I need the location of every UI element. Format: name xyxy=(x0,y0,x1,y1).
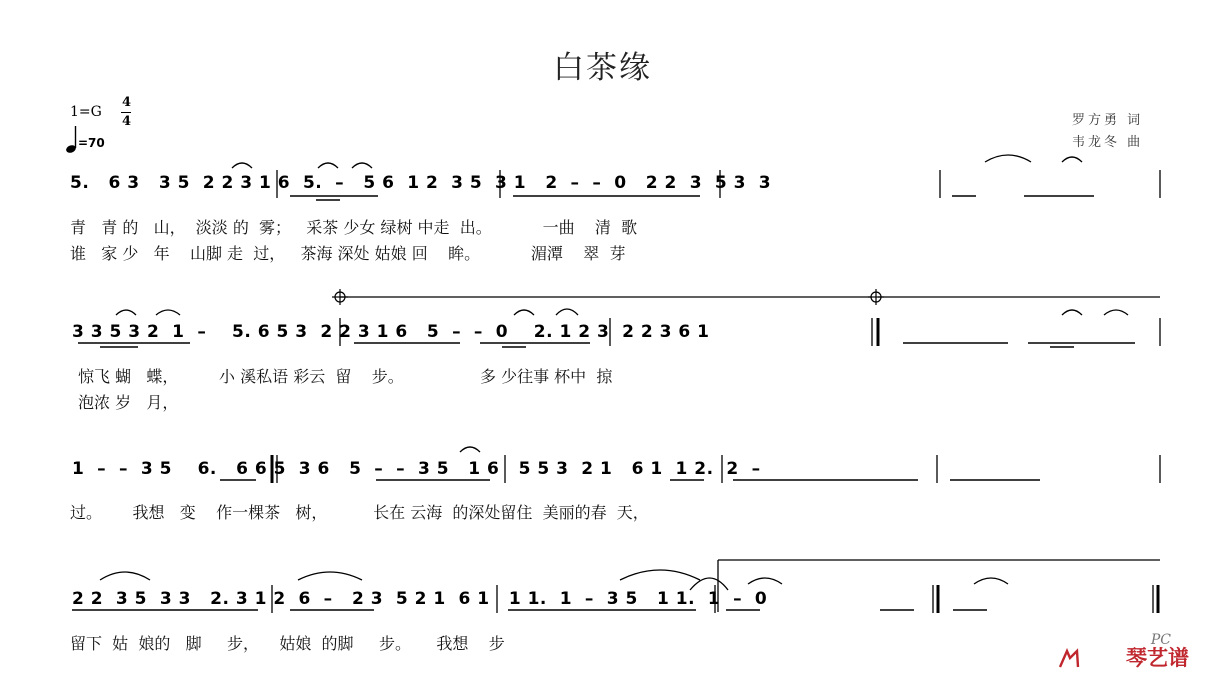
tie xyxy=(318,163,338,168)
tie xyxy=(100,572,150,580)
lyricist-credit: 罗方勇 词 xyxy=(1072,113,1144,128)
watermark-text: 琴艺谱 xyxy=(1126,646,1189,670)
tie xyxy=(748,578,782,584)
key-signature: 1=G xyxy=(70,104,102,120)
tie xyxy=(298,572,362,580)
logo-icon xyxy=(1057,648,1081,670)
tie xyxy=(985,155,1031,162)
notation-line-4: 2 2 3 5 3 3 2. 3 1 2 6 – 2 3 5 2 1 6 1 1 1. 1 – 3 5 1 1. 1 – 0 xyxy=(72,589,768,609)
lyric-line-1a: 青 青 的 山， 淡淡 的 雾； 采茶 少女 绿树 中走 出。 一曲 清 歌 xyxy=(70,218,638,237)
notation-line-3: 1 – – 3 5 6. 6 6 5 3 6 5 – – 3 5 1 6 5 5 3 2 1 6 1 1 2. 2 – xyxy=(72,459,761,479)
tie xyxy=(514,310,534,315)
tie xyxy=(1062,157,1082,162)
tie xyxy=(1104,310,1128,315)
lyric-line-4a: 留下 姑 娘的 脚 步， 姑娘 的脚 步。 我想 步 xyxy=(70,634,505,653)
lyric-line-3a: 过。 我想 变 作一棵茶 树， 长在 云海 的深处留住 美丽的春 天， xyxy=(70,503,649,522)
composer-credit: 韦龙冬 曲 xyxy=(1072,135,1144,150)
lyric-line-2b: 泡浓 岁 月， xyxy=(78,393,179,412)
tie xyxy=(620,570,700,580)
tie xyxy=(352,163,372,168)
tie xyxy=(116,310,136,315)
notation-line-2: 3 3 5 3 2 1 – 5. 6 5 3 2 2 3 1 6 5 – – 0 2. 1 2 3 2 2 3 6 1 xyxy=(72,322,710,342)
time-signature-bottom: 4 xyxy=(122,114,132,129)
corner-mark: PC xyxy=(1150,632,1171,648)
tie xyxy=(460,447,480,452)
tie xyxy=(1062,310,1082,315)
lyric-line-2a: 惊飞 蝴 蝶， 小 溪私语 彩云 留 步。 多 少往事 杯中 掠 xyxy=(78,367,613,386)
notation-line-1: 5. 6 3 3 5 2 2 3 1 6 5. – 5 6 1 2 3 5 3 1 2 – – 0 2 2 3 5 3 3 xyxy=(70,173,772,193)
tie xyxy=(156,310,180,315)
song-title: 白茶缘 xyxy=(553,50,652,86)
tie xyxy=(556,309,578,315)
tie xyxy=(232,163,252,168)
lyric-line-1b: 谁 家 少 年 山脚 走 过， 茶海 深处 姑娘 回 眸。 湄潭 翠 芽 xyxy=(70,244,626,263)
time-signature-top: 4 xyxy=(122,95,132,110)
tie xyxy=(974,578,1008,584)
tempo-marking: =70 xyxy=(78,136,105,150)
